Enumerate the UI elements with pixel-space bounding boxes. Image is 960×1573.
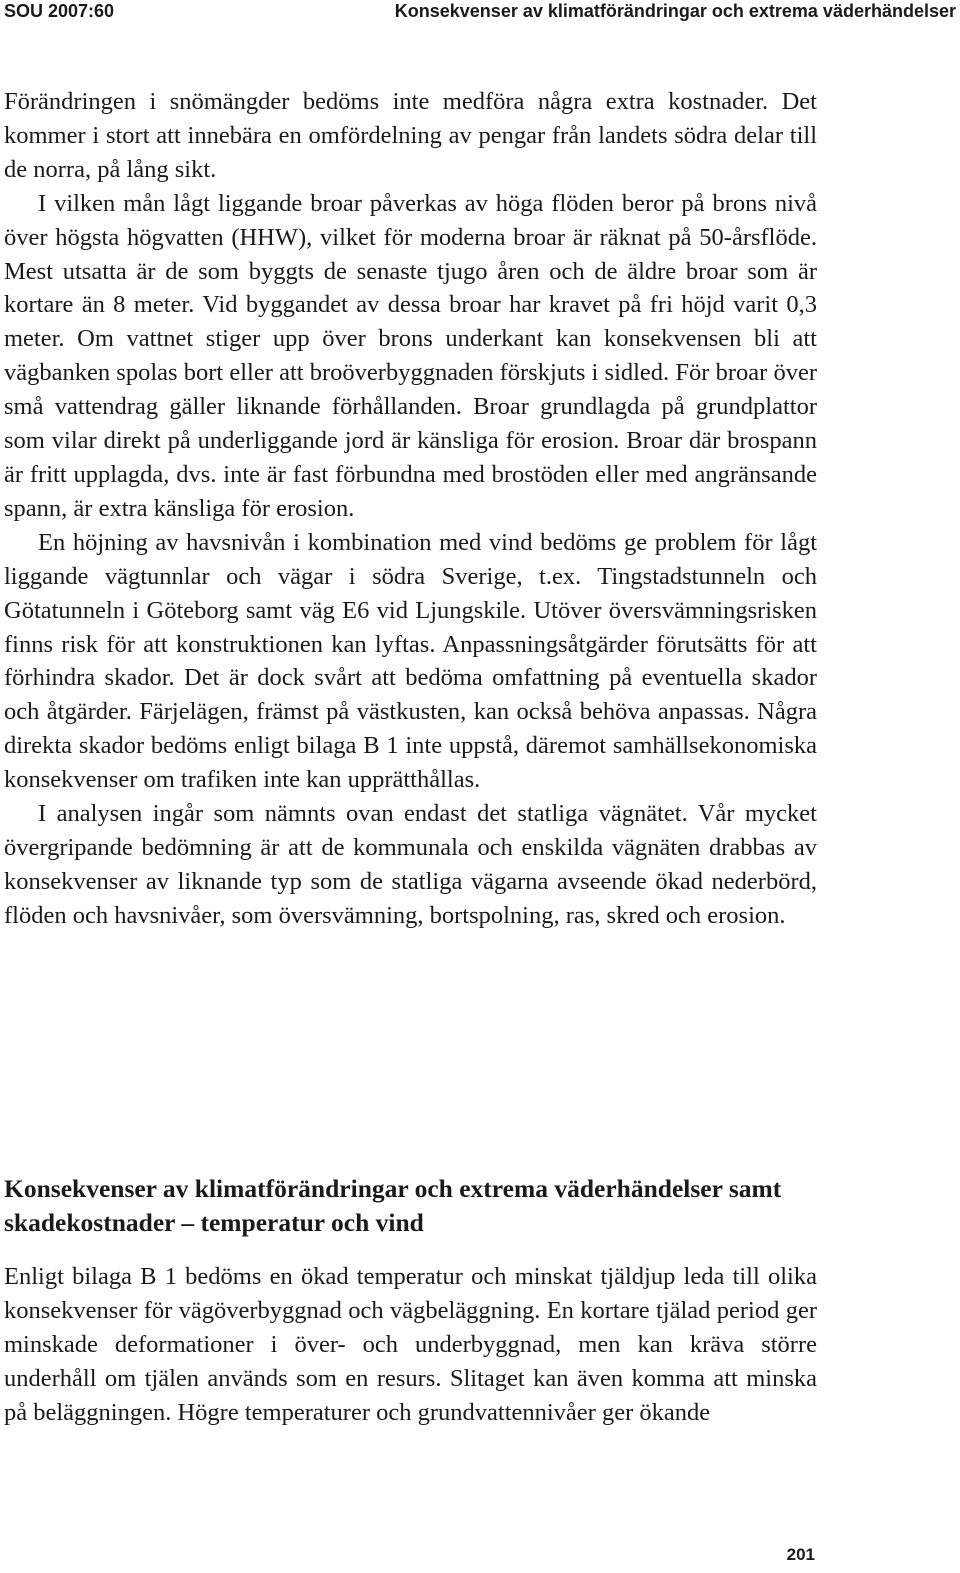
- body-text-bottom: [4, 1260, 817, 1430]
- page-number: 201: [786, 1545, 815, 1564]
- paragraph: I vilken mån lågt liggande broar påverkas av höga flöden beror på brons nivå över högsta högvatten (HHW), vilket för moderna broar är räknat på 50-årsflöde. Mest utsatta är de som byggts de senaste tjugo åren och de äldre broar som är kortare än 8 meter. Vid byggandet av dessa broar har kravet på fri höjd varit 0,3 meter. Om vattnet stiger upp över brons underkant kan konsekvensen bli att vägbanken spolas bort eller att broöverbyggnaden förskjuts i sidled. För broar över små vattendrag gäller liknande förhållanden. Broar grundlagda på grundplattor som vilar direkt på underliggande jord är känsliga för erosion. Broar där brospann är fritt upplagda, dvs. inte är fast förbundna med brostöden eller med angränsande spann, är extra känsliga för erosion.: [4, 189, 817, 522]
- report-number: SOU 2007:60: [4, 1, 115, 21]
- section-heading: Konsekvenser av klimatförändringar och extrema väderhändelser samt skadekostnader – temperatur och vind: [4, 1174, 782, 1237]
- paragraph: En höjning av havsnivån i kombination med vind bedöms ge problem för lågt liggande vägtunnlar och vägar i södra Sverige, t.ex. Tingstadstunneln och Götatunneln i Göteborg samt väg E6 vid Ljungskile. Utöver översvämningsrisken finns risk för att konstruktionen kan lyftas. Anpassningsåtgärder förutsätts för att förhindra skador. Det är dock svårt att bedöma omfattning på eventuella skador och åtgärder. Färjelägen, främst på västkusten, kan också behöva anpassas. Några direkta skador bedöms enligt bilaga B 1 inte uppstå, däremot samhällsekonomiska konsekvenser om trafiken inte kan upprätthållas.: [4, 528, 817, 794]
- chapter-title: Konsekvenser av klimatförändringar och extrema väderhändelser: [394, 1, 956, 21]
- running-header: [0, 0, 960, 24]
- paragraph: Förändringen i snömängder bedöms inte medföra några extra kostnader. Det kommer i stort att innebära en omfördelning av pengar från landets södra delar till de norra, på lång sikt.: [4, 88, 817, 183]
- paragraph: Enligt bilaga B 1 bedöms en ökad temperatur och minskat tjäldjup leda till olika konsekvenser för vägöverbyggnad och vägbeläggning. En kortare tjälad period ger minskade deformationer i över- och underbyggnad, men kan kräva större underhåll om tjälen används som en resurs. Slitaget kan även komma att minska på beläggningen. Högre temperaturer och grundvattennivåer ger ökande: [4, 1263, 817, 1426]
- paragraph: I analysen ingår som nämnts ovan endast det statliga vägnätet. Vår mycket övergripande bedömning är att de kommunala och enskilda vägnäten drabbas av konsekvenser av liknande typ som de statliga vägarna avseende ökad nederbörd, flöden och havsnivåer, som översvämning, bortspolning, ras, skred och erosion.: [4, 800, 817, 929]
- body-text-top: [4, 85, 817, 933]
